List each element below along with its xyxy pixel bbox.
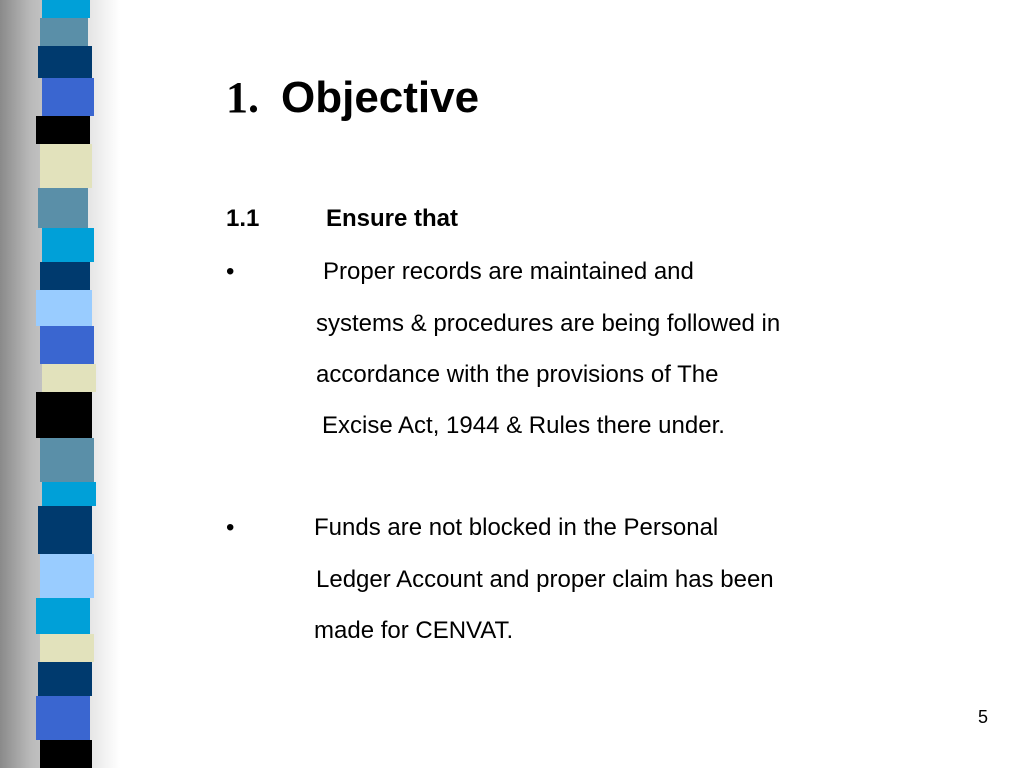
bullet-marker-1: • <box>226 258 235 285</box>
bullet-2-line-2: Ledger Account and proper claim has been <box>316 566 774 593</box>
stripe-block <box>36 598 90 634</box>
stripe-block <box>42 78 94 116</box>
stripe-block <box>42 482 96 506</box>
bullet-1-line-4: Excise Act, 1944 & Rules there under. <box>322 412 725 439</box>
bullet-2-line-3: made for CENVAT. <box>314 617 514 644</box>
stripe-block <box>36 290 92 326</box>
subsection-number: 1.1 <box>226 205 260 232</box>
stripe-block <box>40 262 90 290</box>
subsection-heading <box>226 205 459 233</box>
stripe-block <box>40 18 88 46</box>
stripe-block <box>38 46 92 78</box>
stripe-block <box>42 0 90 18</box>
slide-title <box>226 72 479 123</box>
stripe-block <box>38 506 92 554</box>
title-text: Objective <box>281 73 480 122</box>
stripe-block <box>40 438 94 482</box>
bullet-1-line-1: Proper records are maintained and <box>323 258 694 285</box>
stripe-block <box>40 634 94 662</box>
stripe-block <box>40 740 92 768</box>
stripe-block <box>36 392 92 438</box>
bullet-1-line-3: accordance with the provisions of The <box>316 361 719 388</box>
stripe-block <box>40 554 94 598</box>
bullet-2-line-1: Funds are not blocked in the Personal <box>314 514 719 541</box>
stripe-block <box>36 696 90 740</box>
stripe-block <box>42 228 94 262</box>
stripe-block <box>36 116 90 144</box>
decorative-stripe-strip <box>34 0 98 768</box>
bullet-1-line-2: systems & procedures are being followed in <box>316 310 781 337</box>
subsection-title: Ensure that <box>326 205 459 232</box>
page-number: 5 <box>977 707 988 727</box>
stripe-block <box>40 326 94 364</box>
title-number: 1. <box>226 73 259 122</box>
stripe-block <box>38 188 88 228</box>
bullet-marker-2: • <box>226 514 235 541</box>
stripe-block <box>40 144 92 188</box>
stripe-block <box>42 364 96 392</box>
stripe-block <box>38 662 92 696</box>
